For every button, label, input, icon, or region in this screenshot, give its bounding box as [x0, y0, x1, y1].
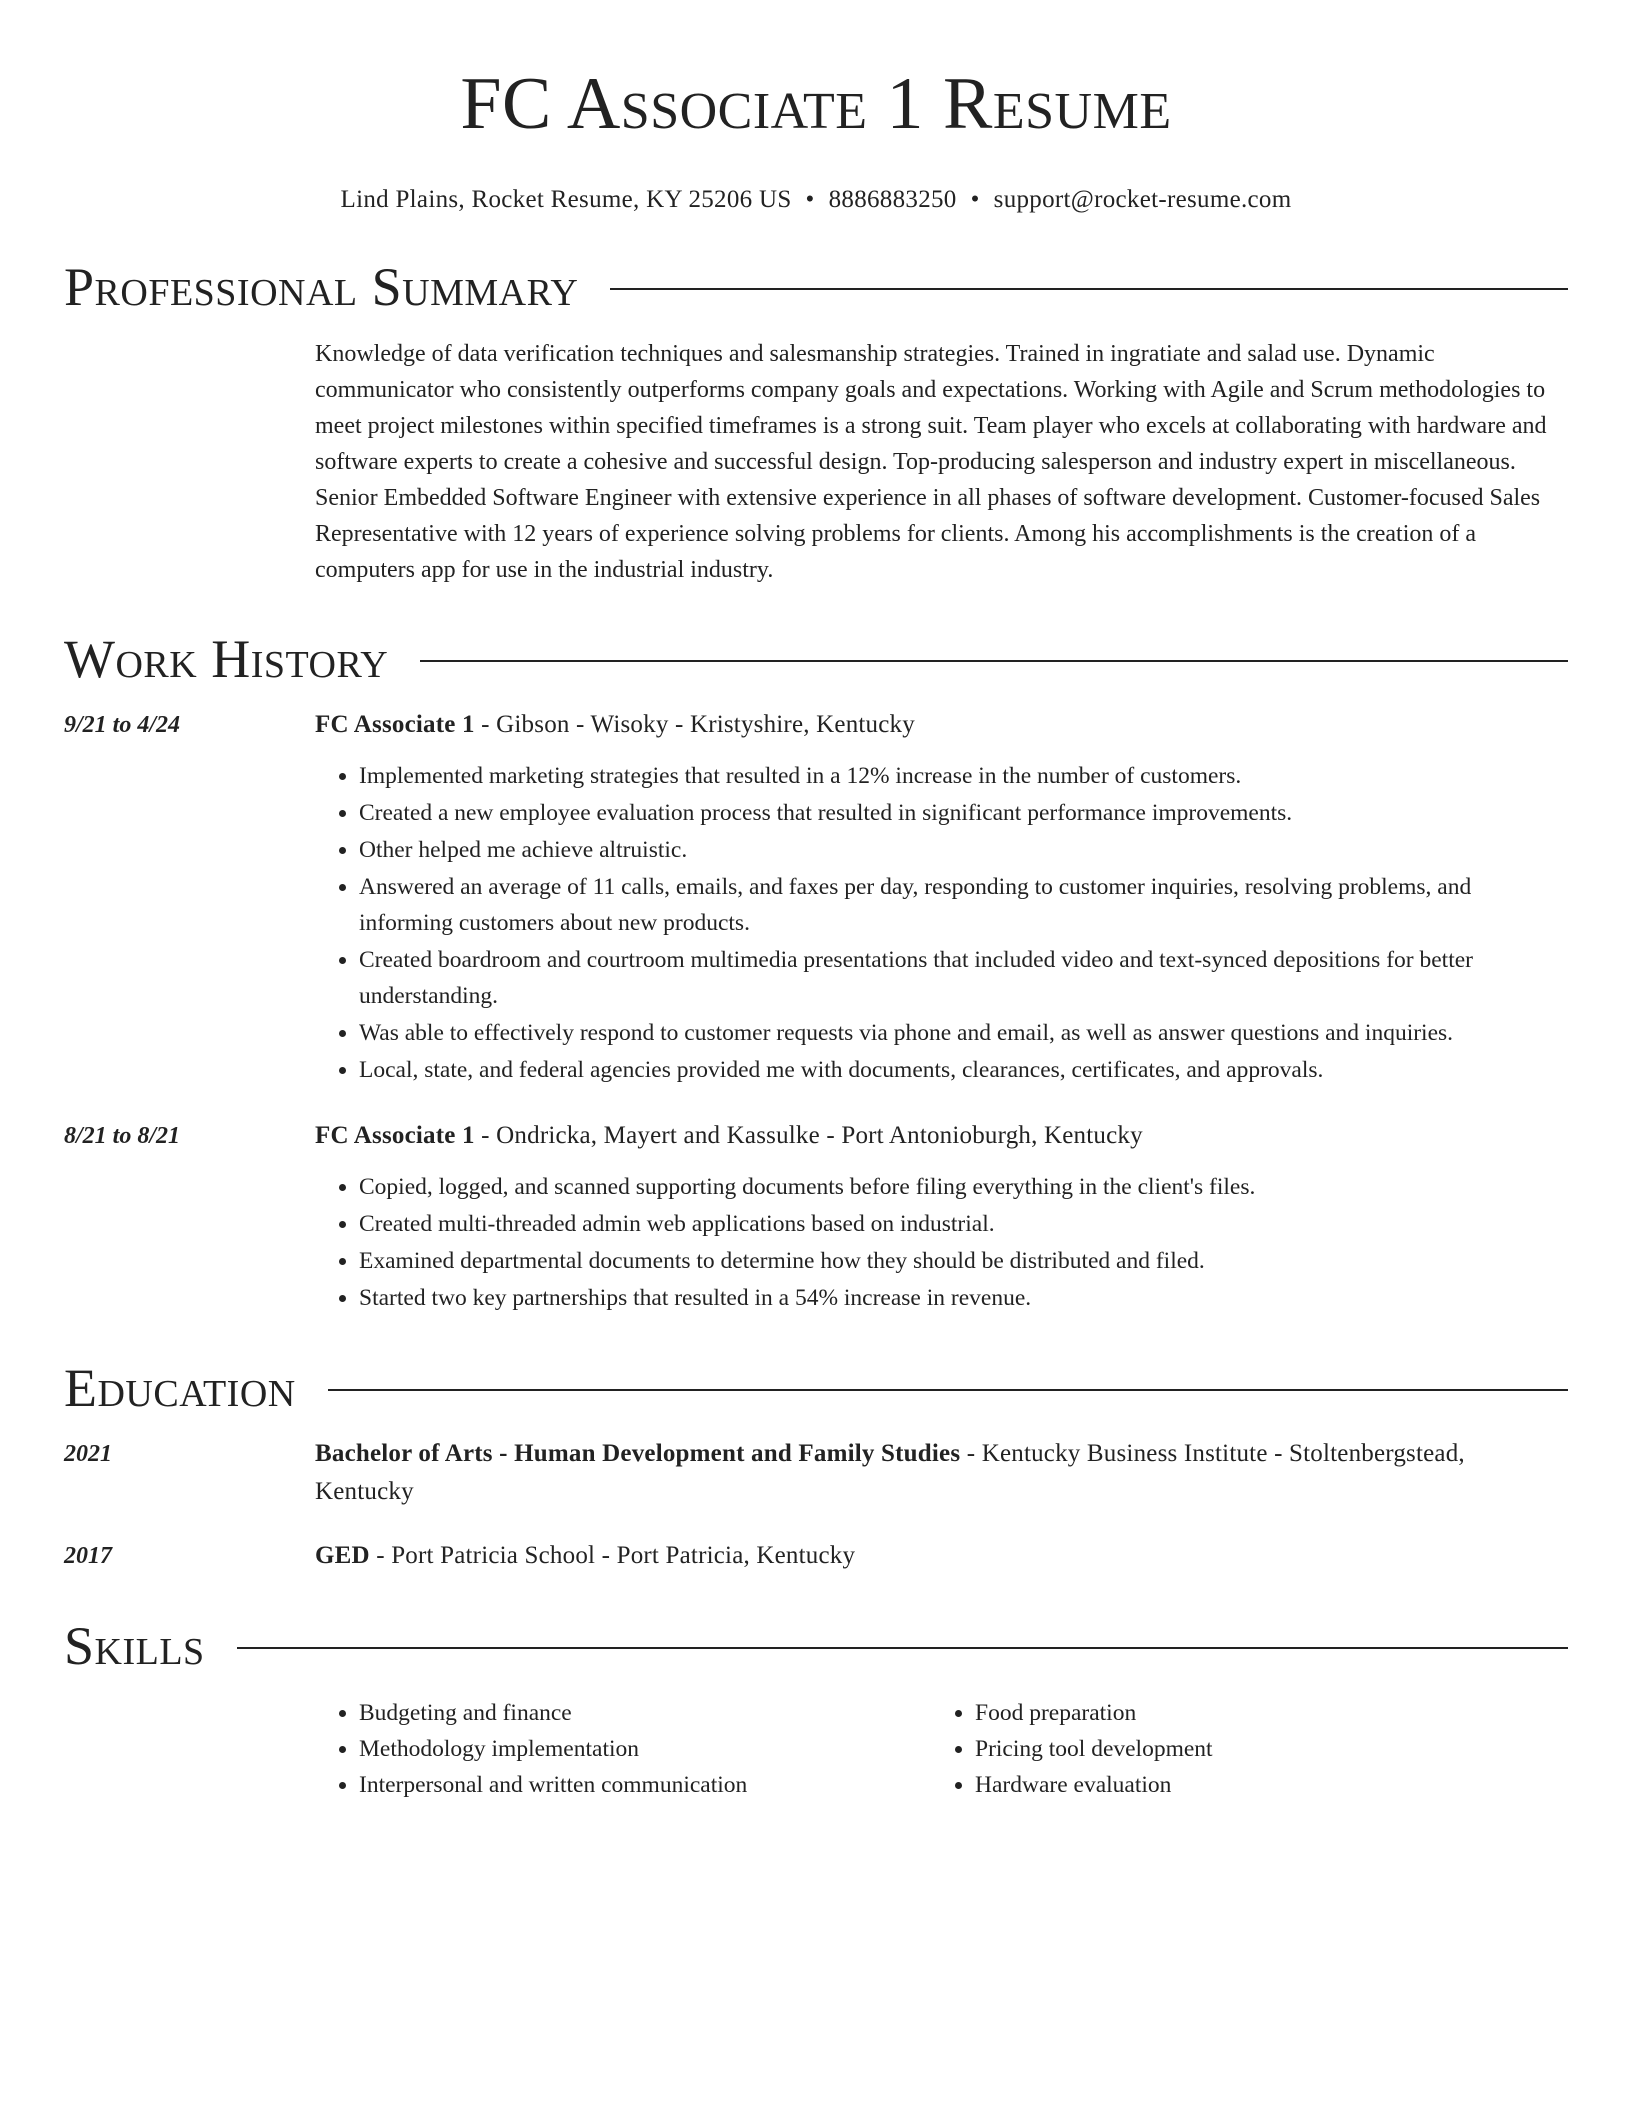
- education-degree: GED: [315, 1542, 370, 1569]
- list-item: • Other helped me achieve altruistic.: [359, 832, 1568, 868]
- skills-grid: [315, 1695, 1568, 1803]
- skill-item: • Food preparation: [975, 1695, 1547, 1731]
- resume-title: FC Associate 1 Resume: [460, 63, 1172, 145]
- contact-line: [64, 184, 1568, 216]
- section-divider: [610, 288, 1568, 290]
- list-item: • Answered an average of 11 calls, emails, and faxes per day, responding to customer inquiries, resolving problems, and informing customers about new products.: [359, 869, 1568, 941]
- summary-heading: Professional Summary: [64, 257, 579, 317]
- education-degree: Bachelor of Arts - Human Development and Family Studies: [315, 1440, 961, 1467]
- job-heading: [315, 706, 1568, 744]
- job-title: FC Associate 1: [315, 1122, 475, 1149]
- skills-column-2: [931, 1695, 1547, 1803]
- list-item: • Was able to effectively respond to customer requests via phone and email, as well as answer questions and inquiries.: [359, 1015, 1568, 1051]
- work-section-header: [64, 626, 1568, 692]
- list-item: • Created a new employee evaluation process that resulted in significant performance improvements.: [359, 795, 1568, 831]
- job-heading: [315, 1117, 1568, 1155]
- contact-phone: 8886883250: [828, 186, 957, 213]
- skill-item: • Hardware evaluation: [975, 1767, 1547, 1803]
- job-dates: 9/21 to 4/24: [64, 712, 181, 738]
- list-item: • Started two key partnerships that resulted in a 54% increase in revenue.: [359, 1280, 1568, 1316]
- contact-separator: •: [805, 186, 815, 213]
- section-divider: [420, 660, 1568, 662]
- education-year: 2017: [64, 1543, 112, 1569]
- skill-item: • Pricing tool development: [975, 1731, 1547, 1767]
- skills-section-header: [64, 1613, 1568, 1679]
- section-divider: [328, 1389, 1568, 1391]
- list-item: • Created boardroom and courtroom multimedia presentations that included video and text-synced depositions for better understanding.: [359, 942, 1568, 1014]
- job-bullets: [315, 758, 1568, 1088]
- education-details: - Kentucky Business Institute - Stoltenbergstead, Kentucky: [315, 1440, 1465, 1505]
- skill-item: • Budgeting and finance: [359, 1695, 931, 1731]
- section-divider: [237, 1647, 1568, 1649]
- job-title: FC Associate 1: [315, 711, 475, 738]
- education-entry: [64, 1537, 1568, 1575]
- job-details: - Gibson - Wisoky - Kristyshire, Kentucky: [474, 711, 915, 738]
- list-item: • Implemented marketing strategies that resulted in a 12% increase in the number of customers.: [359, 758, 1568, 794]
- list-item: • Copied, logged, and scanned supporting documents before filing everything in the client's files.: [359, 1169, 1568, 1205]
- education-heading: Education: [64, 1358, 296, 1418]
- job-entry: [64, 706, 1568, 1089]
- education-entry: [64, 1435, 1568, 1511]
- skill-item: • Interpersonal and written communication: [359, 1767, 931, 1803]
- skills-heading: Skills: [64, 1616, 205, 1676]
- skill-item: • Methodology implementation: [359, 1731, 931, 1767]
- education-details: - Port Patricia School - Port Patricia, Kentucky: [369, 1542, 856, 1569]
- skills-column-1: [315, 1695, 931, 1803]
- summary-row: [64, 336, 1568, 588]
- list-item: • Created multi-threaded admin web applications based on industrial.: [359, 1206, 1568, 1242]
- education-section-header: [64, 1355, 1568, 1421]
- job-bullets: [315, 1169, 1568, 1316]
- skills-row: [64, 1695, 1568, 1803]
- contact-email: support@rocket-resume.com: [993, 186, 1292, 213]
- list-item: • Examined departmental documents to determine how they should be distributed and filed.: [359, 1243, 1568, 1279]
- education-year: 2021: [64, 1441, 112, 1467]
- job-dates: 8/21 to 8/21: [64, 1123, 181, 1149]
- summary-section-header: [64, 254, 1568, 320]
- contact-separator: •: [970, 186, 980, 213]
- contact-address: Lind Plains, Rocket Resume, KY 25206 US: [340, 186, 792, 213]
- summary-text: Knowledge of data verification techniques and salesmanship strategies. Trained in ingratiate and salad use. Dynamic communicator who consistently outperforms company goals and expectations. Working with Agile and Scrum methodologies to meet project milestones within specified timeframes is a strong suit. Team player who excels at collaborating with hardware and software experts to create a cohesive and successful design. Top-producing salesperson and industry expert in miscellaneous. Senior Embedded Software Engineer with extensive experience in all phases of software development. Customer-focused Sales Representative with 12 years of experience solving problems for clients. Among his accomplishments is the creation of a computers app for use in the industrial industry.: [315, 341, 1547, 583]
- job-entry: [64, 1117, 1568, 1317]
- list-item: • Local, state, and federal agencies provided me with documents, clearances, certificates, and approvals.: [359, 1052, 1568, 1088]
- job-details: - Ondricka, Mayert and Kassulke - Port Antonioburgh, Kentucky: [474, 1122, 1143, 1149]
- work-heading: Work History: [64, 629, 389, 689]
